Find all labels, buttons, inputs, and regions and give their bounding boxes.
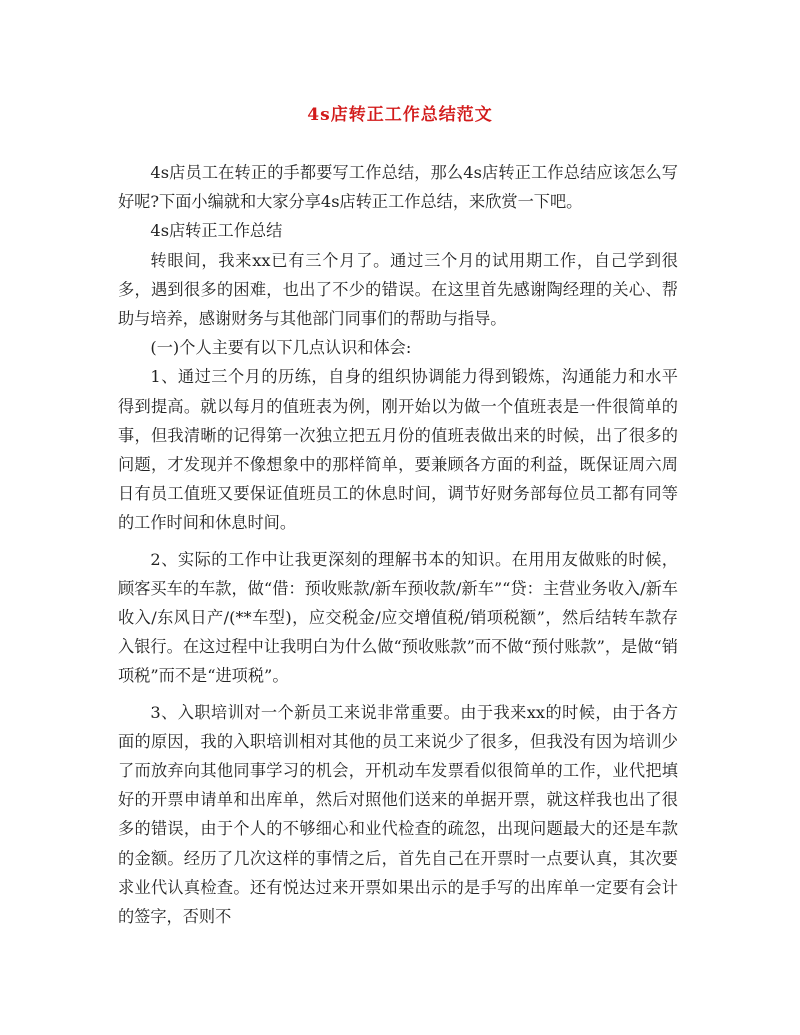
intro-paragraph: 4s店员工在转正的手都要写工作总结，那么4s店转正工作总结应该怎么写好呢?下面小编就和大家分享4s店转正工作总结，来欣赏一下吧。 <box>118 163 678 212</box>
section-heading: 4s店转正工作总结 <box>150 221 283 241</box>
paragraph-point-2: 2、实际的工作中让我更深刻的理解书本的知识。在用用友做账的时候，顾客买车的车款，做“借：预收账款/新车预收款/新车”“贷：主营业务收入/新车收入/东风日产/(**车型)，应交税金/应交增值税/销项税额”，然后结转车款存入银行。在这过程中让我明白为什么做“预收账款”而不做“预付账款”，是做“销项税”而不是“进项税”。 <box>118 549 678 686</box>
document-title: 4s店转正工作总结范文 <box>307 105 493 125</box>
paragraph-subheading: (一)个人主要有以下几点认识和体会: <box>150 338 412 358</box>
document-body <box>118 158 678 931</box>
paragraph-opening: 转眼间，我来xx已有三个月了。通过三个月的试用期工作，自己学到很多，遇到很多的困难，也出了不少的错误。在这里首先感谢陶经理的关心、帮助与培养，感谢财务与其他部门同事们的帮助与指导。 <box>118 250 678 329</box>
paragraph-point-3: 3、入职培训对一个新员工来说非常重要。由于我来xx的时候，由于各方面的原因，我的入职培训相对其他的员工来说少了很多，但我没有因为培训少了而放弃向其他同事学习的机会，开机动车发票看似很简单的工作，业代把填好的开票申请单和出库单，然后对照他们送来的单据开票，就这样我也出了很多的错误，由于个人的不够细心和业代检查的疏忽，出现问题最大的还是车款的金额。经历了几次这样的事情之后，首先自己在开票时一点要认真，其次要求业代认真检查。还有悦达过来开票如果出示的是手写的出库单一定要有会计的签字，否则不 <box>118 702 678 927</box>
paragraph-point-1: 1、通过三个月的历练，自身的组织协调能力得到锻炼，沟通能力和水平得到提高。就以每月的值班表为例，刚开始以为做一个值班表是一件很简单的事，但我清晰的记得第一次独立把五月份的值班表做出来的时候，出了很多的问题，才发现并不像想象中的那样简单，要兼顾各方面的利益，既保证周六周日有员工值班又要保证值班员工的休息时间，调节好财务部每位员工都有同等的工作时间和休息时间。 <box>118 367 678 533</box>
